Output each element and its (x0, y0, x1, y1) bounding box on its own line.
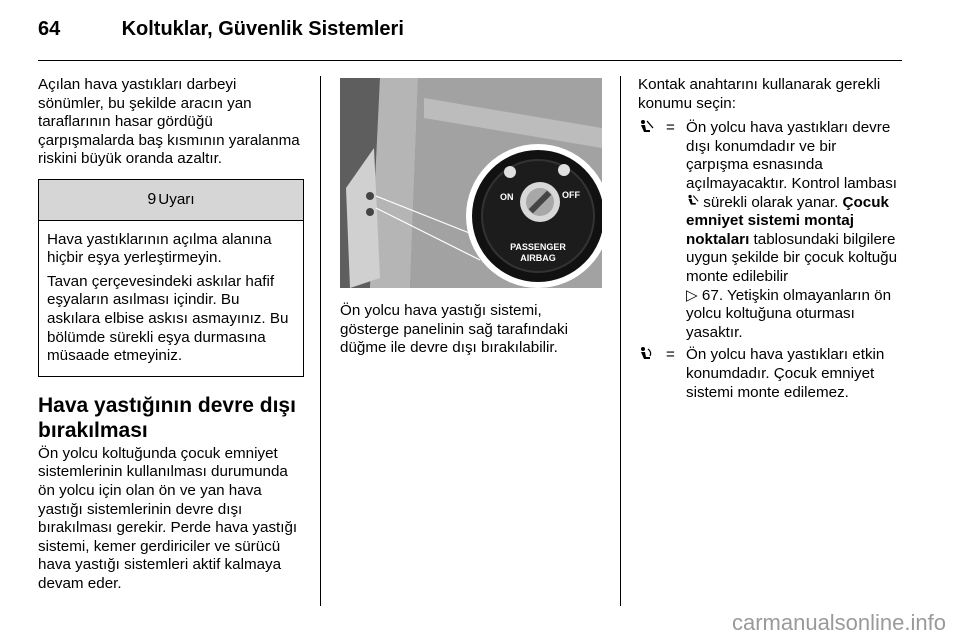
item1-text-c: tablosundaki bilgilere uygun şekilde bir çocuk koltuğu monte edilebilir (686, 230, 898, 285)
header-rule (38, 60, 902, 61)
column-right (638, 76, 902, 402)
equals-sign: = (666, 119, 675, 137)
switch-label-line1: PASSENGER (510, 242, 566, 252)
page-header (38, 18, 404, 41)
airbag-on-icon (638, 346, 666, 402)
intro-paragraph: Açılan hava yastıkları darbeyi sönümler, bu şekilde aracın yan taraflarının hasar gördüğü çarpışmalarda baş kısmının yaralanma riskini büyük oranda azaltır. (38, 76, 300, 168)
list-item (638, 346, 902, 402)
item1-text-d: Yetişkin olmayanların ön yolcu koltuğuna oturması yasaktır. (686, 286, 892, 341)
column-divider-left (320, 76, 321, 606)
column-left (38, 76, 304, 593)
warning-paragraph: Hava yastıklarının açılma alanına hiçbir eşya yerleştirmeyin. (47, 230, 272, 267)
airbag-switch-illustration (340, 78, 602, 288)
right-intro: Kontak anahtarını kullanarak gerekli konumu seçin: (638, 76, 881, 112)
page-number: 64 (38, 18, 61, 40)
switch-off-label: OFF (562, 190, 580, 200)
equals-sign: = (666, 346, 675, 364)
warning-title (39, 180, 303, 221)
switch-label-line2: AIRBAG (520, 253, 556, 263)
warning-triangle-icon: 9 (147, 190, 157, 208)
figure-caption: Ön yolcu hava yastığı sistemi, gösterge panelinin sağ tarafındaki düğme ile devre dışı bırakılabilir. (340, 302, 568, 357)
chapter-title: Koltuklar, Güvenlik Sistemleri (121, 18, 404, 40)
switch-on-label: ON (500, 192, 514, 202)
warning-body (39, 221, 303, 376)
list-item (638, 119, 902, 342)
watermark: carmanualsonline.info (731, 610, 946, 635)
page-ref-arrow-icon: ▷ (686, 286, 698, 304)
airbag-switch-figure (340, 78, 602, 288)
airbag-off-icon (638, 119, 666, 342)
list-item-text: Ön yolcu hava yastıkları etkin konumdadır. Çocuk emniyet sistemi monte edilemez. (686, 346, 885, 401)
switch-position-list (638, 119, 902, 402)
column-middle (340, 302, 602, 358)
item1-text-b: sürekli olarak yanar. (703, 193, 839, 211)
item1-bold-ref: Çocuk emniyet sistemi montaj noktaları (686, 193, 889, 248)
column-divider-right (620, 76, 621, 606)
section-heading: Hava yastığının devre dışı bırakılması (38, 393, 296, 442)
item1-page-ref: 67. (701, 286, 724, 304)
body-paragraph: Ön yolcu koltuğunda çocuk emniyet sistemlerinin kullanılması durumunda ön yolcu için olan ön ve yan hava yastığı sistemlerinin devre dışı bırakılması gerekir. Perde hava yastığı sistemi, kemer gerdiriciler ve sürücü hava yastığı sistemleri aktif kalmaya devam eder. (38, 444, 298, 592)
list-item-text (686, 119, 902, 342)
airbag-off-inline-icon (686, 194, 699, 211)
warning-box (38, 179, 304, 377)
warning-paragraph: Tavan çerçevesindeki askılar hafif eşyaların asılması içindir. Bu askılara elbise askısı asmayınız. Bu bölümde sürekli eşya durmasına müsaade etmeyiniz. (47, 272, 289, 365)
warning-title-text: Uyarı (158, 190, 195, 208)
item1-text-a: Ön yolcu hava yastıkları devre dışı konumdadır ve bir çarpışma esnasında açılmayacaktır. Kontrol lambası (686, 119, 898, 192)
